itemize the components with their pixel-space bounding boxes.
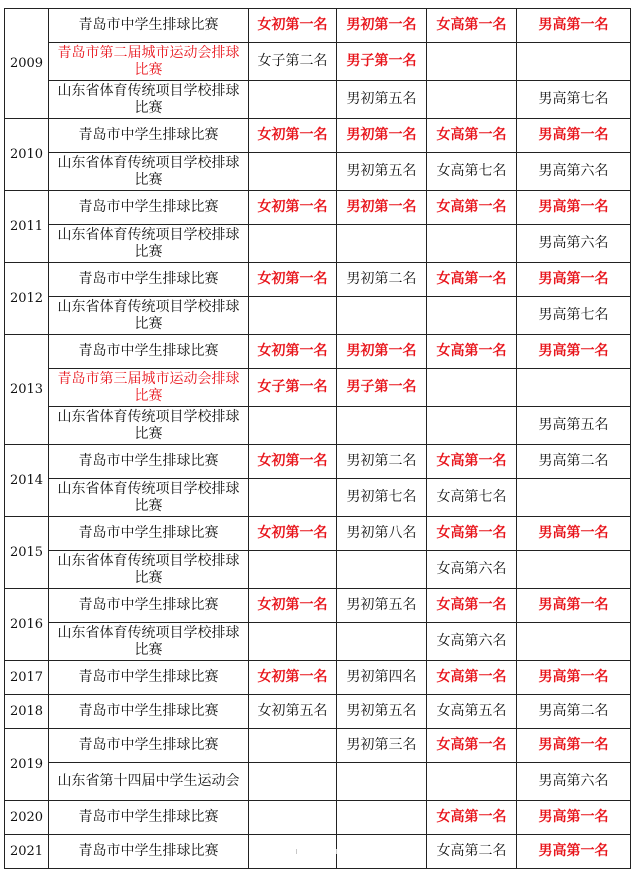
result-cell	[249, 551, 337, 589]
result-cell: 男高第一名	[517, 661, 631, 695]
result-cell: 女初第一名	[249, 263, 337, 297]
result-cell: 男高第一名	[517, 801, 631, 835]
table-row	[5, 623, 631, 661]
result-cell	[517, 623, 631, 661]
result-cell: 女高第一名	[427, 445, 517, 479]
result-cell: 女高第一名	[427, 119, 517, 153]
result-cell: 男初第三名	[337, 729, 427, 763]
result-cell: 男高第二名	[517, 695, 631, 729]
table-row	[5, 407, 631, 445]
result-cell	[337, 407, 427, 445]
result-cell	[427, 225, 517, 263]
table-row	[5, 263, 631, 297]
table-row	[5, 479, 631, 517]
year-cell: 2016	[5, 589, 49, 661]
result-cell: 女高第六名	[427, 551, 517, 589]
result-cell: 男初第五名	[337, 153, 427, 191]
result-cell: 女初第一名	[249, 661, 337, 695]
result-cell	[337, 297, 427, 335]
result-cell: 男高第一名	[517, 335, 631, 369]
result-cell	[517, 369, 631, 407]
year-cell: 2018	[5, 695, 49, 729]
result-cell: 女高第一名	[427, 589, 517, 623]
table-row	[5, 297, 631, 335]
result-cell	[337, 763, 427, 801]
table-row	[5, 517, 631, 551]
year-cell: 2012	[5, 263, 49, 335]
result-cell: 女高第一名	[427, 9, 517, 43]
result-cell: 男高第七名	[517, 81, 631, 119]
result-cell: 男高第一名	[517, 729, 631, 763]
result-cell: 女高第七名	[427, 153, 517, 191]
table-row	[5, 551, 631, 589]
year-cell: 2010	[5, 119, 49, 191]
result-cell: 男初第一名	[337, 191, 427, 225]
result-cell: 女高第七名	[427, 479, 517, 517]
competition-cell: 山东省体育传统项目学校排球比赛	[49, 153, 249, 191]
result-cell: 男初第二名	[337, 263, 427, 297]
competition-cell: 山东省体育传统项目学校排球比赛	[49, 407, 249, 445]
result-cell	[337, 225, 427, 263]
competition-cell: 山东省体育传统项目学校排球比赛	[49, 225, 249, 263]
result-cell: 女初第一名	[249, 445, 337, 479]
result-cell	[249, 297, 337, 335]
result-cell	[427, 43, 517, 81]
result-cell: 男初第一名	[337, 335, 427, 369]
result-cell: 男初第一名	[337, 119, 427, 153]
result-cell: 女高第一名	[427, 335, 517, 369]
result-cell	[249, 729, 337, 763]
result-cell	[249, 623, 337, 661]
competition-cell: 青岛市第三届城市运动会排球比赛	[49, 369, 249, 407]
competition-cell: 山东省体育传统项目学校排球比赛	[49, 479, 249, 517]
result-cell: 女高第一名	[427, 191, 517, 225]
result-cell: 女高第五名	[427, 695, 517, 729]
competition-cell: 青岛市中学生排球比赛	[49, 335, 249, 369]
result-cell: 女高第一名	[427, 729, 517, 763]
table-row	[5, 9, 631, 43]
result-cell: 男高第六名	[517, 763, 631, 801]
result-cell: 男初第二名	[337, 445, 427, 479]
result-cell	[517, 43, 631, 81]
result-cell: 男初第七名	[337, 479, 427, 517]
competition-cell: 山东省体育传统项目学校排球比赛	[49, 551, 249, 589]
competition-cell: 山东省体育传统项目学校排球比赛	[49, 623, 249, 661]
result-cell: 男初第五名	[337, 81, 427, 119]
result-cell: 男高第一名	[517, 119, 631, 153]
results-table-body	[5, 9, 631, 869]
result-cell: 女初第一名	[249, 191, 337, 225]
result-cell	[337, 801, 427, 835]
result-cell: 男初第一名	[337, 9, 427, 43]
competition-cell: 青岛市中学生排球比赛	[49, 445, 249, 479]
table-row	[5, 695, 631, 729]
page-marker	[336, 849, 337, 854]
result-cell	[517, 479, 631, 517]
year-cell: 2020	[5, 801, 49, 835]
result-cell	[249, 153, 337, 191]
result-cell	[337, 835, 427, 869]
result-cell	[337, 551, 427, 589]
result-cell	[249, 763, 337, 801]
result-cell: 男子第一名	[337, 43, 427, 81]
result-cell: 男高第一名	[517, 517, 631, 551]
page-marker	[296, 849, 297, 854]
result-cell: 男高第一名	[517, 835, 631, 869]
table-row	[5, 661, 631, 695]
result-cell	[427, 763, 517, 801]
table-row	[5, 43, 631, 81]
competition-cell: 山东省第十四届中学生运动会	[49, 763, 249, 801]
result-cell	[427, 81, 517, 119]
result-cell: 女高第二名	[427, 835, 517, 869]
competition-cell: 青岛市中学生排球比赛	[49, 729, 249, 763]
result-cell	[249, 81, 337, 119]
result-cell: 女初第一名	[249, 517, 337, 551]
result-cell: 女子第一名	[249, 369, 337, 407]
result-cell: 男初第四名	[337, 661, 427, 695]
competition-cell: 青岛市中学生排球比赛	[49, 517, 249, 551]
result-cell: 男高第二名	[517, 445, 631, 479]
table-row	[5, 445, 631, 479]
result-cell: 女高第六名	[427, 623, 517, 661]
competition-cell: 青岛市中学生排球比赛	[49, 835, 249, 869]
table-row	[5, 81, 631, 119]
table-row	[5, 763, 631, 801]
competition-cell: 山东省体育传统项目学校排球比赛	[49, 81, 249, 119]
result-cell	[427, 407, 517, 445]
result-cell: 女高第一名	[427, 661, 517, 695]
competition-cell: 青岛市中学生排球比赛	[49, 801, 249, 835]
table-row	[5, 191, 631, 225]
result-cell: 女初第一名	[249, 589, 337, 623]
year-cell: 2014	[5, 445, 49, 517]
year-cell: 2021	[5, 835, 49, 869]
competition-cell: 山东省体育传统项目学校排球比赛	[49, 297, 249, 335]
competition-cell: 青岛市中学生排球比赛	[49, 191, 249, 225]
result-cell: 男初第五名	[337, 695, 427, 729]
table-row	[5, 835, 631, 869]
result-cell: 男初第八名	[337, 517, 427, 551]
result-cell	[249, 407, 337, 445]
result-cell: 女高第一名	[427, 801, 517, 835]
result-cell: 男高第一名	[517, 9, 631, 43]
result-cell: 男高第一名	[517, 191, 631, 225]
result-cell: 女高第一名	[427, 263, 517, 297]
year-cell: 2013	[5, 335, 49, 445]
result-cell: 女初第一名	[249, 335, 337, 369]
year-cell: 2015	[5, 517, 49, 589]
table-row	[5, 729, 631, 763]
result-cell: 男高第五名	[517, 407, 631, 445]
competition-cell: 青岛市第二届城市运动会排球比赛	[49, 43, 249, 81]
table-row	[5, 589, 631, 623]
result-cell: 女初第一名	[249, 119, 337, 153]
table-row	[5, 225, 631, 263]
result-cell	[249, 225, 337, 263]
year-cell: 2017	[5, 661, 49, 695]
result-cell: 男高第六名	[517, 225, 631, 263]
competition-cell: 青岛市中学生排球比赛	[49, 589, 249, 623]
year-cell: 2019	[5, 729, 49, 801]
result-cell: 男高第六名	[517, 153, 631, 191]
result-cell: 女初第五名	[249, 695, 337, 729]
table-row	[5, 119, 631, 153]
result-cell: 男高第一名	[517, 263, 631, 297]
result-cell: 男高第一名	[517, 589, 631, 623]
result-cell	[337, 623, 427, 661]
competition-cell: 青岛市中学生排球比赛	[49, 263, 249, 297]
table-row	[5, 801, 631, 835]
result-cell	[249, 479, 337, 517]
table-row	[5, 153, 631, 191]
result-cell	[249, 835, 337, 869]
result-cell	[427, 369, 517, 407]
result-cell: 女高第一名	[427, 517, 517, 551]
competition-cell: 青岛市中学生排球比赛	[49, 119, 249, 153]
result-cell	[427, 297, 517, 335]
competition-cell: 青岛市中学生排球比赛	[49, 9, 249, 43]
result-cell: 女子第二名	[249, 43, 337, 81]
result-cell	[517, 551, 631, 589]
result-cell: 男子第一名	[337, 369, 427, 407]
competition-cell: 青岛市中学生排球比赛	[49, 695, 249, 729]
year-cell: 2011	[5, 191, 49, 263]
year-cell: 2009	[5, 9, 49, 119]
competition-cell: 青岛市中学生排球比赛	[49, 661, 249, 695]
result-cell: 女初第一名	[249, 9, 337, 43]
result-cell: 男初第五名	[337, 589, 427, 623]
results-table	[4, 8, 631, 869]
result-cell: 男高第七名	[517, 297, 631, 335]
table-row	[5, 335, 631, 369]
result-cell	[249, 801, 337, 835]
table-row	[5, 369, 631, 407]
